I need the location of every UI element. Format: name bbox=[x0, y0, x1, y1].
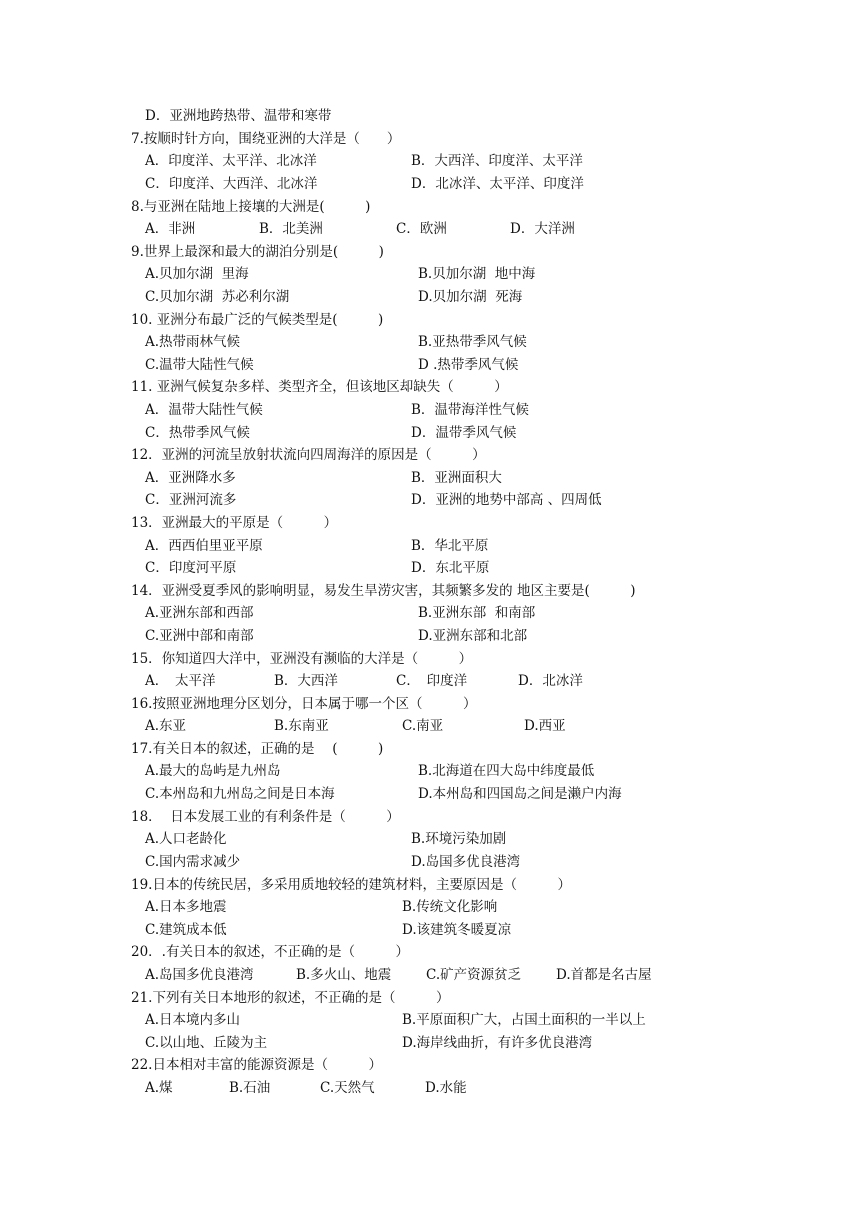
option: D.首都是名古屋 bbox=[556, 967, 652, 983]
option: C．亚洲河流多 bbox=[145, 492, 237, 508]
question-stem: 20．.有关日本的叙述，不正确的是（ ） bbox=[131, 944, 409, 960]
option: B.多火山、地震 bbox=[296, 967, 392, 983]
option: C.温带大陆性气候 bbox=[145, 357, 254, 373]
option: A． 太平洋 bbox=[145, 673, 216, 689]
question-stem: 9.世界上最深和最大的湖泊分别是( ) bbox=[131, 244, 384, 260]
option: C.贝加尔湖 苏必利尔湖 bbox=[145, 289, 290, 305]
option: D．北冰洋、太平洋、印度洋 bbox=[411, 176, 584, 192]
option: D.西亚 bbox=[524, 718, 566, 734]
question-stem: 22.日本相对丰富的能源资源是（ ） bbox=[131, 1057, 382, 1073]
option: D．大洋洲 bbox=[510, 221, 575, 237]
option: C.矿产资源贫乏 bbox=[426, 967, 522, 983]
option: B．大西洋、印度洋、太平洋 bbox=[411, 153, 583, 169]
option: A.热带雨林气候 bbox=[145, 334, 241, 350]
option: A.日本境内多山 bbox=[145, 1012, 241, 1028]
option: A．非洲 bbox=[145, 221, 196, 237]
question-stem: 19.日本的传统民居，多采用质地较轻的建筑材料，主要原因是（ ） bbox=[131, 877, 571, 893]
option: D.贝加尔湖 死海 bbox=[418, 289, 523, 305]
option: B.北海道在四大岛中纬度最低 bbox=[418, 763, 595, 779]
option: B.石油 bbox=[229, 1080, 271, 1096]
option: B.平原面积广大，占国土面积的一半以上 bbox=[402, 1012, 646, 1028]
option: B．华北平原 bbox=[411, 538, 489, 554]
option: B．北美洲 bbox=[259, 221, 323, 237]
option: A.最大的岛屿是九州岛 bbox=[145, 763, 281, 779]
option: D．亚洲的地势中部高 、四周低 bbox=[411, 492, 602, 508]
option: C.本州岛和九州岛之间是日本海 bbox=[145, 786, 335, 802]
option: C．欧洲 bbox=[396, 221, 447, 237]
option: C.天然气 bbox=[320, 1080, 375, 1096]
option: A.东亚 bbox=[145, 718, 187, 734]
option: C．热带季风气候 bbox=[145, 425, 250, 441]
option: D．亚洲地跨热带、温带和寒带 bbox=[145, 108, 332, 124]
option: B.亚热带季风气候 bbox=[418, 334, 527, 350]
option: B．温带海洋性气候 bbox=[411, 402, 529, 418]
option: A.岛国多优良港湾 bbox=[145, 967, 254, 983]
question-stem: 14．亚洲受夏季风的影响明显，易发生旱涝灾害，其频繁多发的 地区主要是( ) bbox=[131, 583, 636, 599]
question-stem: 15．你知道四大洋中，亚洲没有濒临的大洋是（ ） bbox=[131, 651, 473, 667]
option: A.亚洲东部和西部 bbox=[145, 605, 254, 621]
option: A．印度洋、太平洋、北冰洋 bbox=[145, 153, 317, 169]
option: D .热带季风气候 bbox=[418, 357, 519, 373]
option: C.建筑成本低 bbox=[145, 922, 227, 938]
question-stem: 17.有关日本的叙述，正确的是 ( ) bbox=[131, 741, 384, 757]
question-stem: 16.按照亚洲地理分区划分，日本属于哪一个区（ ） bbox=[131, 696, 477, 712]
option: D.本州岛和四国岛之间是濑户内海 bbox=[418, 786, 622, 802]
option: D．东北平原 bbox=[411, 560, 490, 576]
option: A．亚洲降水多 bbox=[145, 470, 236, 486]
option: D.水能 bbox=[425, 1080, 467, 1096]
option: C．印度河平原 bbox=[145, 560, 237, 576]
option: B．亚洲面积大 bbox=[411, 470, 502, 486]
option: A．温带大陆性气候 bbox=[145, 402, 263, 418]
option: A.贝加尔湖 里海 bbox=[145, 266, 249, 282]
question-stem: 21.下列有关日本地形的叙述，不正确的是（ ） bbox=[131, 990, 450, 1006]
question-stem: 12．亚洲的河流呈放射状流向四周海洋的原因是（ ） bbox=[131, 447, 486, 463]
question-stem: 7.按顺时针方向，围绕亚洲的大洋是（ ） bbox=[131, 131, 401, 147]
option: C.国内需求减少 bbox=[145, 854, 241, 870]
option: D.该建筑冬暖夏凉 bbox=[402, 922, 512, 938]
option: C.亚洲中部和南部 bbox=[145, 628, 254, 644]
option: B.贝加尔湖 地中海 bbox=[418, 266, 536, 282]
question-stem: 18． 日本发展工业的有利条件是（ ） bbox=[131, 809, 400, 825]
option: D．北冰洋 bbox=[518, 673, 583, 689]
option: B.亚洲东部 和南部 bbox=[418, 605, 536, 621]
option: D．温带季风气候 bbox=[411, 425, 517, 441]
question-stem: 13．亚洲最大的平原是（ ） bbox=[131, 515, 338, 531]
question-stem: 11. 亚洲气候复杂多样、类型齐全，但该地区却缺失（ ） bbox=[131, 379, 508, 395]
option: D.亚洲东部和北部 bbox=[418, 628, 528, 644]
option: B．大西洋 bbox=[274, 673, 338, 689]
option: C.南亚 bbox=[402, 718, 444, 734]
option: D.岛国多优良港湾 bbox=[411, 854, 521, 870]
option: A.煤 bbox=[145, 1080, 173, 1096]
option: C．印度洋、大西洋、北冰洋 bbox=[145, 176, 318, 192]
option: B.传统文化影响 bbox=[402, 899, 498, 915]
option: A.人口老龄化 bbox=[145, 831, 227, 847]
option: A．西西伯里亚平原 bbox=[145, 538, 263, 554]
question-stem: 8.与亚洲在陆地上接壤的大洲是( ) bbox=[131, 199, 371, 215]
option: B.东南亚 bbox=[274, 718, 329, 734]
option: B.环境污染加剧 bbox=[411, 831, 507, 847]
option: A.日本多地震 bbox=[145, 899, 227, 915]
option: C.以山地、丘陵为主 bbox=[145, 1035, 268, 1051]
question-stem: 10. 亚洲分布最广泛的气候类型是( ) bbox=[131, 312, 384, 328]
option: D.海岸线曲折，有许多优良港湾 bbox=[402, 1035, 593, 1051]
option: C． 印度洋 bbox=[396, 673, 468, 689]
